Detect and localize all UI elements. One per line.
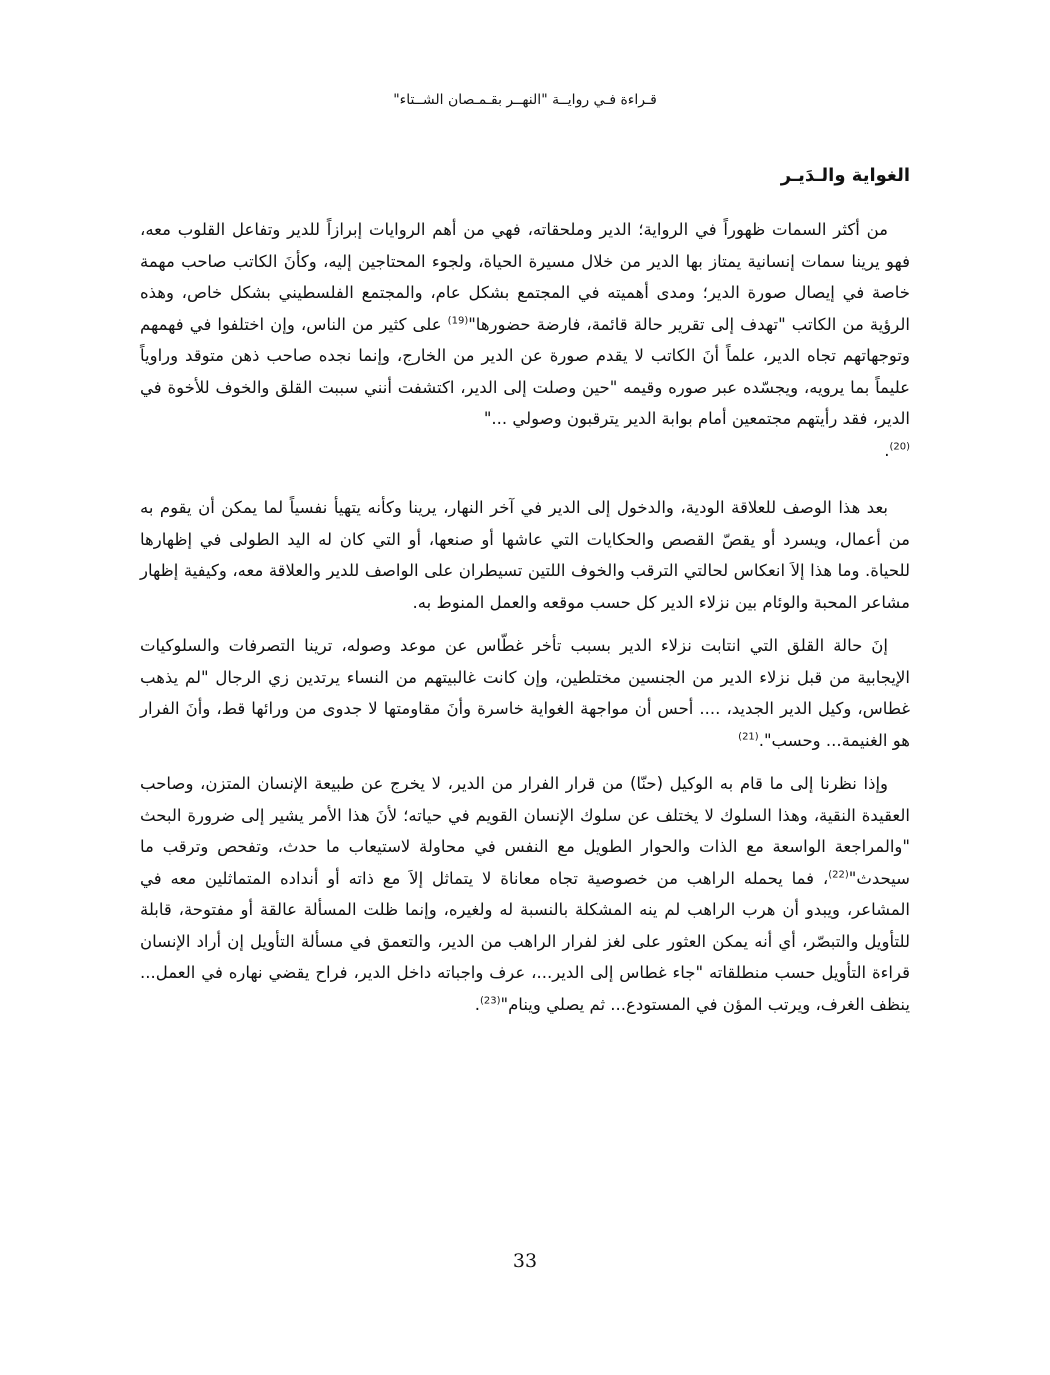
footnote-ref-22: (22) bbox=[828, 869, 849, 880]
paragraph-4-text-b: ، فما يحمله الراهب من خصوصية تجاه معاناة لا يتماثل إلاَ مع ذاته أو أنداده المتماثلين معه في المشاعر، ويبدو أن هرب الراهب لم ينه المشكلة بالنسبة له ولغيره، وإنما ظلت المسألة عالقة أو مفتوحة، قابلة للتأويل والتبصّر، أي أنه يمكن العثور على لغز لفرار الراهب من الدير، والتعمق في مسألة التأويل إن أراد الإنسان قراءة التأويل حسب منطلقاته "جاء غطاس إلى الدير...، عرف واجباته داخل الدير، فراح يقضي نهاره في العمل... ينظف الغرف، ويرتب المؤن في المستودع... ثم يصلي وينام" bbox=[140, 868, 910, 1014]
footnote-ref-20: (20) bbox=[889, 441, 910, 452]
footnote-ref-19: (19) bbox=[447, 315, 469, 326]
running-header: قـراءة فـي روايــة "النهــر بقـمـصان الشــتاء" bbox=[393, 92, 657, 108]
paragraph-4-end: . bbox=[474, 994, 480, 1014]
paragraph-1-end: . bbox=[884, 440, 890, 460]
section-title: الغواية والـدَيـر bbox=[780, 165, 910, 186]
paragraph-1-text-b: على كثير من الناس، وإن اختلفوا في فهمهم وتوجهاتهم تجاه الدير، علماً أنَ الكاتب لا يقدم صورة عن الدير من الخارج، وإنما نجده صاحب ذهن متوقد وراوياً عليماً بما يرويه، ويجسّده عبر صوره وقيمه "حين وصلت إلى الدير، اكتشفت أنني سببت القلق والخوف للأخوة في الدير، فقد رأيتهم مجتمعين أمام بوابة الدير يترقبون وصولي ..." bbox=[140, 314, 910, 428]
paragraph-3-text: إنَ حالة القلق التي انتابت نزلاء الدير بسبب تأخر غطّاس عن موعد وصوله، ترينا التصرفات والسلوكيات الإيجابية من قبل نزلاء الدير من الجنسين مختلطين، وإن كانت غالبيتهم من النساء يرتدين زي الرجال "لم يذهب غطاس، وكيل الدير الجديد، .... أحس أن مواجهة الغواية خاسرة وأنَ مقاومتها لا جدوى من ورائها قط، وأنَ الفرار هو الغنيمة... وحسب". bbox=[140, 636, 910, 750]
paragraph-2-text: بعد هذا الوصف للعلاقة الودية، والدخول إلى الدير في آخر النهار، يرينا وكأنه يتهيأ نفسياً لما يمكن أن يقوم به من أعمال، ويسرد أو يقصّ القصص والحكايات التي عاشها أو صنعها، أو التي كان له اليد الطولى في إظهارها للحياة. وما هذا إلاَ انعكاس لحالتي الترقب والخوف اللتين تسيطران على الواصف للدير والعلاقة معه، وكيفية إظهار مشاعر المحبة والوئام بين نزلاء الدير كل حسب موقعه والعمل المنوط به. bbox=[140, 498, 910, 612]
paragraph-4 bbox=[140, 768, 910, 1020]
paragraph-3 bbox=[140, 630, 910, 756]
paragraph-2 bbox=[140, 492, 910, 618]
page-number: 33 bbox=[512, 1250, 538, 1272]
paragraph-1 bbox=[140, 214, 910, 466]
footnote-ref-21: (21) bbox=[738, 731, 759, 742]
page-content bbox=[140, 160, 910, 1034]
paragraph-1-text-a: من أكثر السمات ظهوراً في الرواية؛ الدير وملحقاته، فهي من أهم الروايات إبرازاً للدير وتفاعل القلوب معه، فهو يرينا سمات إنسانية يمتاز بها الدير من خلال مسيرة الحياة، ولجوء المحتاجين إليه، وكأنَ الكاتب صاحب مهمة خاصة في إيصال صورة الدير؛ ومدى أهميته في المجتمع بشكل عام، والمجتمع الفلسطيني بشكل خاص، وهذه الرؤية من الكاتب "تهدف إلى تقرير حالة قائمة، فارضة حضورها" bbox=[140, 220, 910, 334]
footnote-ref-23: (23) bbox=[479, 995, 501, 1006]
paragraph-4-text-a: وإذا نظرنا إلى ما قام به الوكيل (حنّا) من قرار الفرار من الدير، لا يخرج عن طبيعة الإنسان المتزن، وصاحب العقيدة النقية، وهذا السلوك لا يختلف عن سلوك الإنسان القويم في حياته؛ لأنَ هذا الأمر يشير إلى ضرورة البحث "والمراجعة الواسعة مع الذات والحوار الطويل مع النفس في محاولة لاستيعاب ما حدث، وتفحص وترقب ما سيحدث" bbox=[140, 774, 910, 888]
